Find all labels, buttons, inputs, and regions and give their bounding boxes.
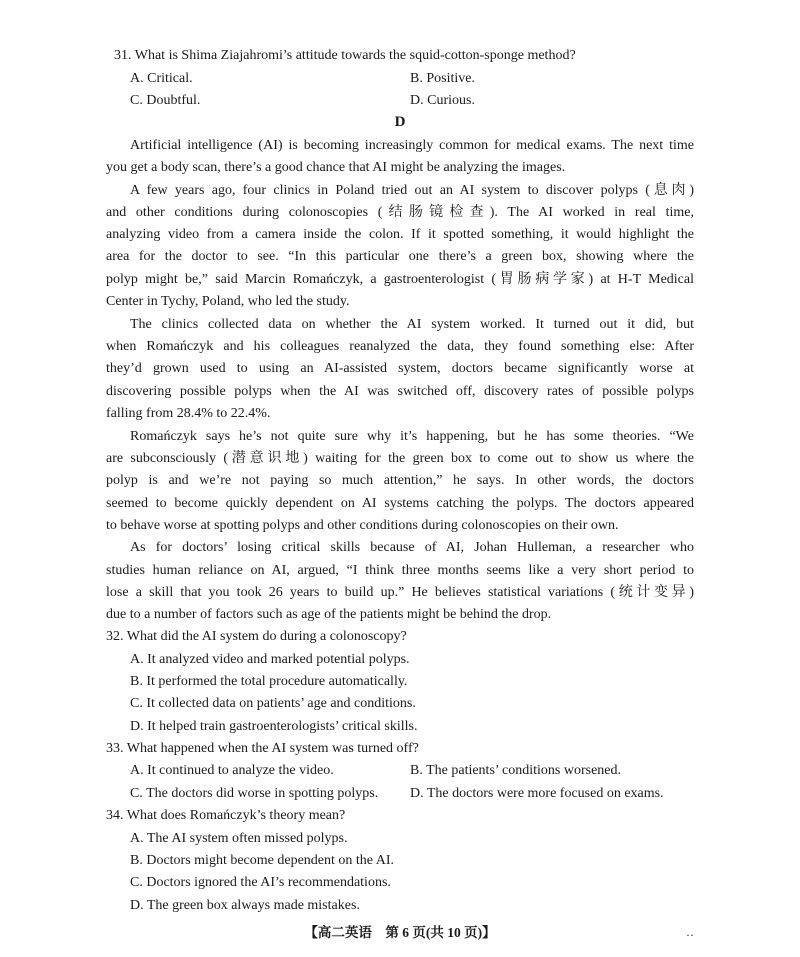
- q32-option-b: B. It performed the total procedure automatically.: [130, 674, 408, 689]
- passage-line: The clinics collected data on whether the AI system worked. It turned out it did, but: [130, 317, 694, 332]
- q32-option-c: C. It collected data on patients’ age and conditions.: [130, 696, 416, 711]
- q33-option-c: C. The doctors did worse in spotting polyps.: [130, 786, 379, 801]
- q31-option-d: D. Curious.: [410, 93, 475, 108]
- q34-option-b: B. Doctors might become dependent on the AI.: [130, 853, 394, 868]
- passage-line: analyzing video from a camera inside the colon. If it spotted something, it would highlight the: [106, 227, 694, 242]
- q34-option-c: C. Doctors ignored the AI’s recommendations.: [130, 875, 391, 890]
- page-footer: 【高二英语 第 6 页(共 10 页)】: [304, 925, 496, 940]
- passage-line: falling from 28.4% to 22.4%.: [106, 406, 271, 421]
- q34-option-d: D. The green box always made mistakes.: [130, 898, 360, 913]
- passage-line: lose a skill that you took 26 years to build up.” He believes statistical variations (统计变异): [106, 585, 694, 600]
- passage-line: due to a number of factors such as age of the patients might be behind the drop.: [106, 607, 552, 622]
- q32-option-a: A. It analyzed video and marked potential polyps.: [130, 652, 410, 667]
- q33-stem: 33. What happened when the AI system was turned off?: [106, 741, 419, 756]
- corner-mark: ··: [686, 928, 694, 942]
- passage-line: they’d grown used to using an AI-assisted system, doctors became significantly worse at: [106, 361, 694, 376]
- q34-option-a: A. The AI system often missed polyps.: [130, 831, 348, 846]
- passage-line: Romańczyk says he’s not quite sure why it’s happening, but he has some theories. “We: [130, 429, 694, 444]
- section-title: D: [394, 114, 406, 130]
- passage-line: seemed to become quickly dependent on AI systems catching the polyps. The doctors appeared: [106, 496, 694, 511]
- passage-line: and other conditions during colonoscopies (结肠镜检查). The AI worked in real time,: [106, 205, 694, 220]
- q33-option-d: D. The doctors were more focused on exams.: [410, 786, 664, 801]
- passage-line: studies human reliance on AI, argued, “I think three months seems like a very short period to: [106, 563, 694, 578]
- passage-line: Center in Tychy, Poland, who led the study.: [106, 294, 350, 309]
- passage-line: polyp is and we’re not paying so much attention,” he says. In other words, the doctors: [106, 473, 694, 488]
- passage-line: polyp might be,” said Marcin Romańczyk, a gastroenterologist (胃肠病学家) at H-T Medical: [106, 272, 694, 287]
- q32-option-d: D. It helped train gastroenterologists’ critical skills.: [130, 719, 418, 734]
- q32-stem: 32. What did the AI system do during a colonoscopy?: [106, 629, 407, 644]
- passage-line: discovering possible polyps when the AI was switched off, discovery rates of possible polyps: [106, 384, 694, 399]
- q31-option-c: C. Doubtful.: [130, 93, 201, 108]
- passage-line: to behave worse at spotting polyps and other conditions during colonoscopies on their own.: [106, 518, 619, 533]
- passage-line: A few years ago, four clinics in Poland tried out an AI system to discover polyps (息肉): [130, 183, 694, 198]
- q33-option-a: A. It continued to analyze the video.: [130, 763, 334, 778]
- passage-line: when Romańczyk and his colleagues reanalyzed the data, they found something else: After: [106, 339, 694, 354]
- q31-option-a: A. Critical.: [130, 71, 193, 86]
- passage-line: you get a body scan, there’s a good chance that AI might be analyzing the images.: [106, 160, 566, 175]
- q33-option-b: B. The patients’ conditions worsened.: [410, 763, 621, 778]
- passage-line: are subconsciously (潜意识地) waiting for the green box to come out to show us where the: [106, 451, 694, 466]
- passage-line: Artificial intelligence (AI) is becoming increasingly common for medical exams. The next time: [130, 138, 694, 153]
- q31-option-b: B. Positive.: [410, 71, 475, 86]
- passage-line: As for doctors’ losing critical skills because of AI, Johan Hulleman, a researcher who: [130, 540, 694, 555]
- passage-line: area for the doctor to see. “In this particular one there’s a green box, showing where the: [106, 249, 694, 264]
- q31-stem: 31. What is Shima Ziajahromi’s attitude towards the squid-cotton-sponge method?: [114, 48, 576, 63]
- q34-stem: 34. What does Romańczyk’s theory mean?: [106, 808, 346, 823]
